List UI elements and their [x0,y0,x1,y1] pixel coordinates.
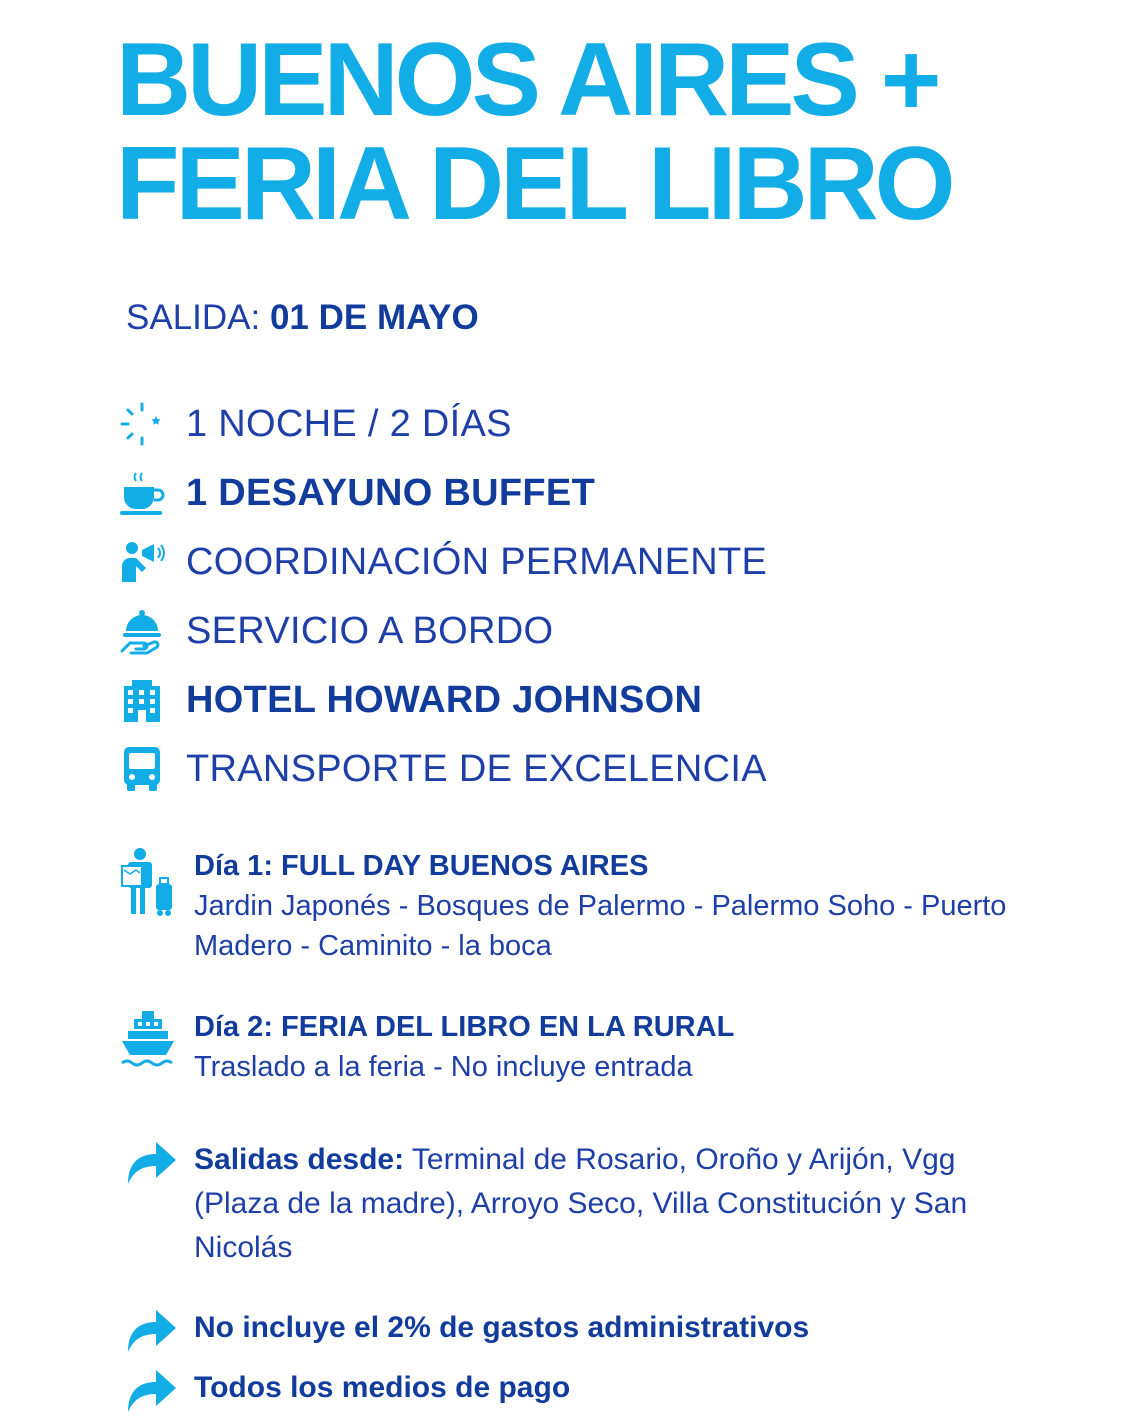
feature-text: COORDINACIÓN PERMANENTE [186,540,768,583]
title-line-1: BUENOS AIRES + [116,22,938,138]
sun-moon-icon [116,398,168,450]
feature-text: 1 NOCHE / 2 DÍAS [186,402,512,445]
departures-label: Salidas desde: [194,1143,405,1176]
feature-hotel [116,674,702,726]
feature-text: HOTEL HOWARD JOHNSON [186,678,703,721]
title-line-2: FERIA DEL LIBRO [116,126,952,242]
feature-coordination [116,536,767,588]
payment-text: Todos los medios de pago [194,1371,571,1404]
feature-text: 1 DESAYUNO BUFFET [186,471,596,514]
day-description: Traslado a la feria - No incluye entrada [194,1051,693,1083]
ship-icon [120,1007,176,1079]
departure-date: 01 DE MAYO [269,298,479,337]
coffee-cup-icon [116,467,168,519]
departures-text: Terminal de Rosario, Oroño y Arijón, Vgg (Plaza de la madre), Arroyo Seco, Villa Constitución y San Nicolás [194,1143,968,1264]
feature-transport [116,743,767,795]
departure-label: SALIDA: [126,298,261,337]
feature-nights [116,398,512,450]
day-title: Día 1: FULL DAY BUENOS AIRES [194,850,649,882]
tourist-icon [120,846,176,918]
room-service-icon [116,605,168,657]
fees-text: No incluye el 2% de gastos administrativos [194,1311,810,1344]
feature-text: TRANSPORTE DE EXCELENCIA [186,747,767,790]
departure-line [126,298,479,338]
bus-icon [116,743,168,795]
day-title: Día 2: FERIA DEL LIBRO EN LA RURAL [194,1011,735,1043]
feature-onboard-service [116,605,553,657]
feature-text: SERVICIO A BORDO [186,609,554,652]
share-arrow-icon [122,1140,178,1186]
page-title [116,22,952,242]
feature-breakfast [116,467,595,519]
megaphone-person-icon [116,536,168,588]
hotel-building-icon [116,674,168,726]
day-description: Jardin Japonés - Bosques de Palermo - Palermo Soho - Puerto Madero - Caminito - la boca [194,890,1007,962]
share-arrow-icon [122,1368,178,1414]
share-arrow-icon [122,1308,178,1354]
